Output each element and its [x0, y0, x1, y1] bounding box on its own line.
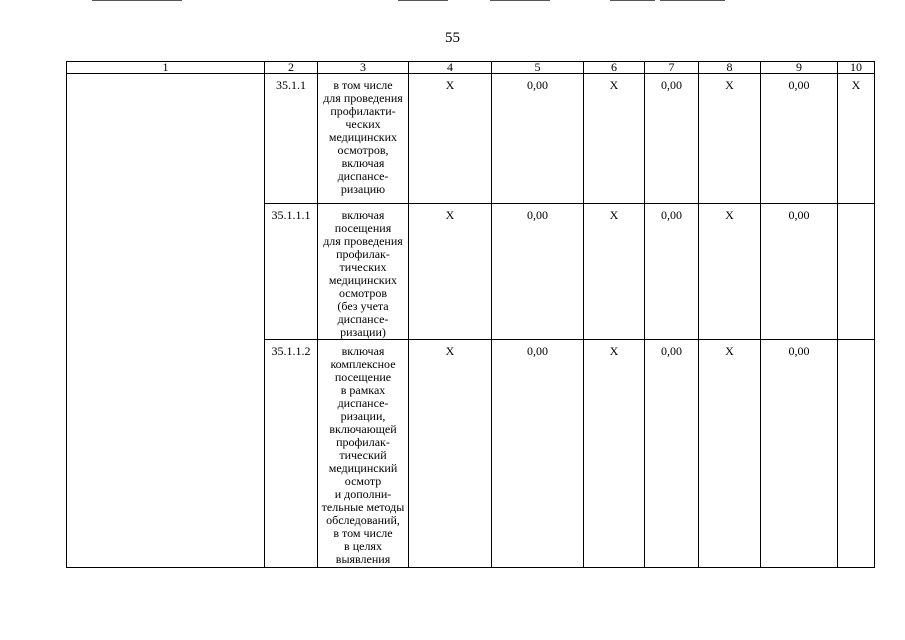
description-line: медицинских	[328, 130, 398, 144]
description-line: медицинский	[328, 461, 398, 475]
description-line: в том числе	[333, 78, 393, 92]
description-line: и дополни-	[334, 487, 392, 501]
description-line: тический	[339, 448, 387, 462]
description-line: ризацию	[340, 182, 386, 196]
top-rule-left	[92, 0, 182, 1]
top-rule-right-1	[610, 0, 655, 1]
header-row	[67, 62, 875, 74]
merged-col-1-cell	[67, 74, 265, 568]
description-line: диспансе-	[337, 396, 389, 410]
description-line: обследований,	[326, 513, 400, 527]
cell-col-5: 0,00	[492, 204, 584, 340]
description-line: комплексное	[330, 357, 396, 371]
description-line: диспансе-	[337, 312, 389, 326]
cell-col-7: 0,00	[645, 340, 699, 568]
header-col-8: 8	[699, 62, 761, 74]
header-col-2: 2	[265, 62, 318, 74]
description-line: в целях	[344, 539, 382, 553]
header-col-7: 7	[645, 62, 699, 74]
description-line: включая	[341, 208, 385, 222]
description-line: выявления	[335, 552, 391, 566]
cell-col-8: Х	[699, 204, 761, 340]
row-description	[318, 74, 409, 204]
description-line: для проведения	[323, 91, 403, 105]
top-rule-mid-1	[398, 0, 448, 1]
description-line: диспансе-	[337, 169, 389, 183]
header-col-3: 3	[318, 62, 409, 74]
page-number: 55	[445, 30, 460, 46]
cell-col-9: 0,00	[761, 74, 838, 204]
cell-col-4: Х	[409, 204, 492, 340]
document-table	[66, 61, 875, 568]
cell-col-7: 0,00	[645, 74, 699, 204]
row-code: 35.1.1.1	[265, 204, 318, 340]
cell-col-7: 0,00	[645, 204, 699, 340]
row-code: 35.1.1.2	[265, 340, 318, 568]
header-col-9: 9	[761, 62, 838, 74]
cell-col-4: Х	[409, 340, 492, 568]
description-line: (без учета	[337, 299, 389, 313]
description-line: посещение	[334, 370, 392, 384]
description-line: посещения	[334, 221, 392, 235]
top-rule-mid-2	[490, 0, 550, 1]
description-line: включающей	[329, 422, 397, 436]
cell-col-9: 0,00	[761, 204, 838, 340]
header-col-5: 5	[492, 62, 584, 74]
description-line: профилак-	[336, 247, 390, 261]
description-line: профилакти-	[330, 104, 396, 118]
cell-col-5: 0,00	[492, 74, 584, 204]
header-col-4: 4	[409, 62, 492, 74]
description-line: в том числе	[333, 526, 393, 540]
row-description	[318, 340, 409, 568]
header-col-6: 6	[584, 62, 645, 74]
description-line: в рамках	[340, 383, 386, 397]
header-col-1: 1	[67, 62, 265, 74]
description-line: осмотров,	[337, 143, 389, 157]
table-row	[67, 74, 875, 204]
cell-col-10	[838, 204, 875, 340]
description-line: включая	[341, 156, 385, 170]
description-line: осмотр	[344, 474, 382, 488]
description-line: включая	[341, 344, 385, 358]
cell-col-6: Х	[584, 340, 645, 568]
description-line: ризации)	[340, 325, 386, 339]
description-line: тельные методы	[321, 500, 405, 514]
header-col-10: 10	[838, 62, 875, 74]
description-line: ризации,	[340, 409, 386, 423]
cell-col-4: Х	[409, 74, 492, 204]
description-line: медицинских	[328, 273, 398, 287]
cell-col-5: 0,00	[492, 340, 584, 568]
cell-col-9: 0,00	[761, 340, 838, 568]
description-line: ческих	[345, 117, 381, 131]
cell-col-6: Х	[584, 204, 645, 340]
row-description	[318, 204, 409, 340]
cell-col-10	[838, 340, 875, 568]
cell-col-8: Х	[699, 340, 761, 568]
top-rule-right-2	[660, 0, 725, 1]
cell-col-6: Х	[584, 74, 645, 204]
cell-col-8: Х	[699, 74, 761, 204]
description-line: профилак-	[336, 435, 390, 449]
row-code: 35.1.1	[265, 74, 318, 204]
cell-col-10: Х	[838, 74, 875, 204]
description-line: тических	[339, 260, 387, 274]
description-line: осмотров	[338, 286, 388, 300]
description-line: для проведения	[323, 234, 403, 248]
